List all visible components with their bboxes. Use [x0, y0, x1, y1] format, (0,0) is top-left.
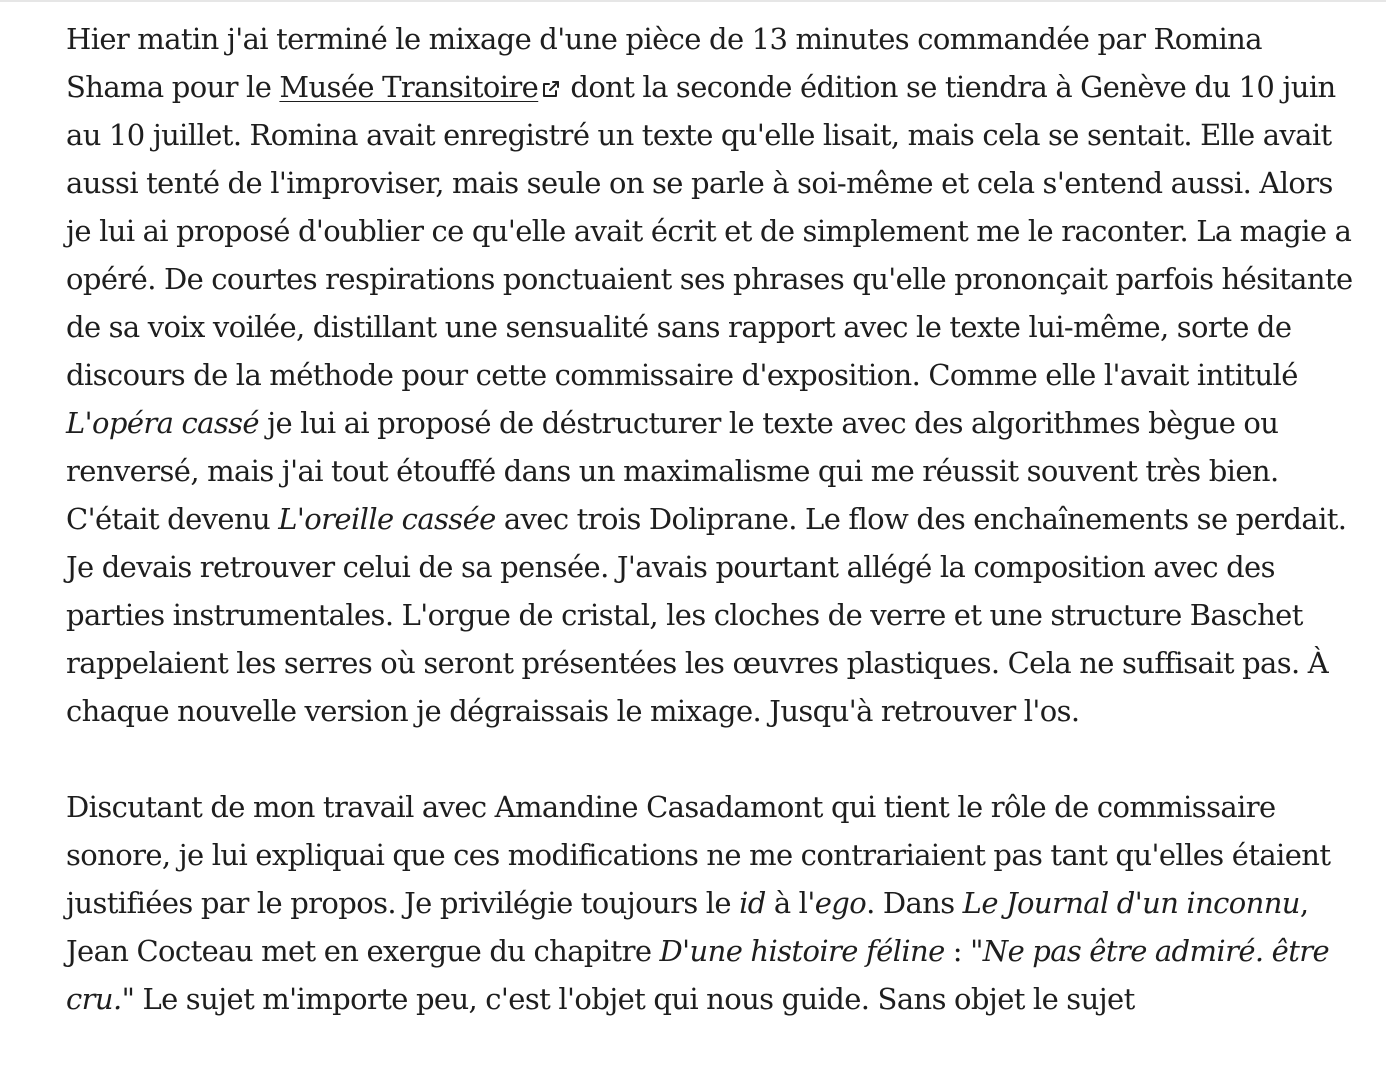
blog-article	[66, 15, 1356, 1071]
title-oreille-cassee: L'oreille cassée	[278, 502, 496, 536]
top-divider	[0, 0, 1386, 2]
paragraph-1-text-d: avec trois Doliprane. Le flow des enchaînements se perdait. Je devais retrouver celui de sa pensée. J'avais pourtant allégé la composition avec des parties instrumentales. L'orgue de cristal, les cloches de verre et une structure Baschet rappelaient les serres où seront présentées les œuvres plastiques. Cela ne suffisait pas. À chaque nouvelle version je dégraissais le mixage. Jusqu'à retrouver l'os.	[66, 502, 1347, 728]
musee-transitoire-link-text: Musée Transitoire	[279, 70, 539, 104]
term-ego: ego	[814, 886, 867, 920]
book-title: Le Journal d'un inconnu	[962, 886, 1300, 920]
paragraph-2-text-e: :	[944, 934, 971, 968]
term-id: id	[739, 886, 766, 920]
paragraph-1-text-c: je lui ai proposé de déstructurer le texte avec des algorithmes bègue ou renversé, mais j'ai tout étouffé dans un maximalisme qui me réussit souvent très bien. C'était devenu	[66, 406, 1279, 536]
paragraph-1-text-a: Hier matin j'ai terminé le mixage d'une pièce de 13 minutes commandée par Romina Shama pour le	[66, 22, 1262, 104]
title-opera-casse: L'opéra cassé	[66, 406, 259, 440]
paragraph-2-text-c: . Dans	[866, 886, 963, 920]
cocteau-quote: "Ne pas être admiré. être cru."	[66, 934, 1330, 1016]
paragraph-2-text-a: Discutant de mon travail avec Amandine Casadamont qui tient le rôle de commissaire sonore, je lui expliquai que ces modifications ne me contrariaient pas tant qu'elles étaient justifiées par le propos. Je privilégie toujours le	[66, 790, 1331, 920]
chapter-title: D'une histoire féline	[659, 934, 945, 968]
paragraph-2	[66, 783, 1356, 1023]
paragraph-1	[66, 15, 1356, 735]
paragraph-1-text-b: dont la seconde édition se tiendra à Genève du 10 juin au 10 juillet. Romina avait enregistré un texte qu'elle lisait, mais cela se sentait. Elle avait aussi tenté de l'improviser, mais seule on se parle à soi-même et cela s'entend aussi. Alors je lui ai proposé d'oublier ce qu'elle avait écrit et de simplement me le raconter. La magie a opéré. De courtes respirations ponctuaient ses phrases qu'elle prononçait parfois hésitante de sa voix voilée, distillant une sensualité sans rapport avec le texte lui-même, sorte de discours de la méthode pour cette commissaire d'exposition. Comme elle l'avait intitulé	[66, 70, 1353, 392]
external-link-icon	[540, 66, 562, 88]
paragraph-2-text-d: , Jean Cocteau met en exergue du chapitre	[66, 886, 1309, 968]
paragraph-2-text-b: à l'	[765, 886, 815, 920]
paragraph-2-text-f: Le sujet m'importe peu, c'est l'objet qui nous guide. Sans objet le sujet	[134, 982, 1135, 1016]
musee-transitoire-link[interactable]	[279, 70, 562, 104]
